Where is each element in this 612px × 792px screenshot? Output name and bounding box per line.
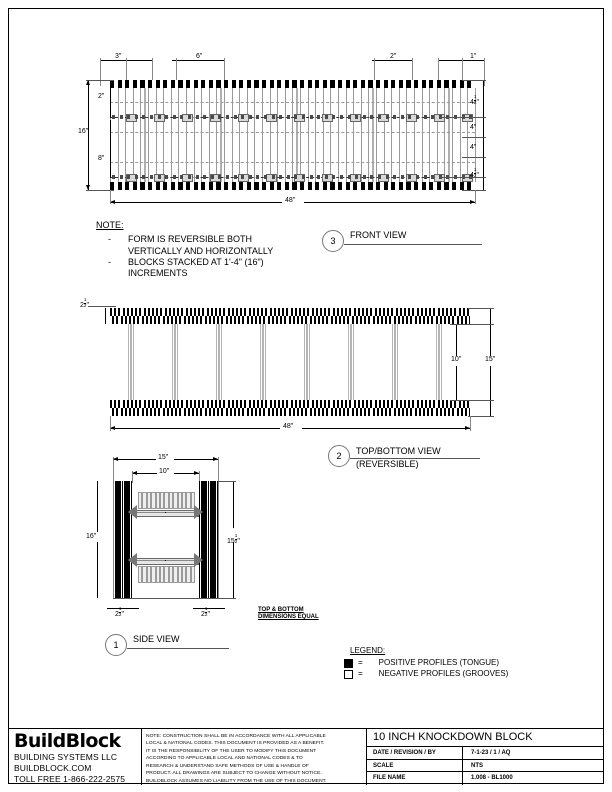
side-right-panel	[199, 481, 218, 598]
disclaimer-line: RESEARCH & UNDERSTAND SAFE METHODS OF USE & HANDLE OF	[146, 763, 309, 769]
company-line-1: BUILDING SYSTEMS LLC	[14, 751, 118, 762]
callout-number: 2	[336, 451, 342, 461]
front-left-dim-8in	[110, 120, 111, 178]
side-dim-den: 2	[118, 612, 122, 617]
tb-dim-48in: 48"	[283, 423, 294, 430]
side-left-panel	[113, 481, 132, 598]
side-web-tie-lower	[132, 550, 199, 582]
disclaimer-line: BUILDBLOCK ASSUMES NO LIABILITY FROM THE USE OF THIS DOCUMENT.	[146, 778, 327, 784]
front-view-drawing	[0, 0, 612, 220]
front-dim-num: 1	[473, 167, 477, 173]
side-dim-2-5in-right	[201, 603, 210, 621]
note-bullet: -	[108, 234, 111, 245]
front-dim-4in-b: 4"	[470, 144, 477, 151]
brand-name: BuildBlock	[14, 730, 121, 752]
side-dim-10in: 10"	[159, 468, 170, 475]
legend-row	[344, 669, 508, 679]
front-dim-48in: 48"	[285, 197, 296, 204]
tb-dim-10in: 10"	[451, 356, 462, 363]
note-heading: NOTE:	[96, 220, 124, 230]
legend-row	[344, 658, 508, 668]
top-bottom-view-sublabel: (REVERSIBLE)	[356, 459, 419, 469]
front-ext-line	[462, 190, 486, 191]
side-ext-line	[218, 481, 236, 482]
side-dim-16in: 16"	[86, 533, 97, 540]
note-item-text	[128, 234, 273, 257]
dim-arrow	[132, 471, 137, 475]
front-web-markers	[110, 80, 475, 190]
dim-arrow	[113, 457, 118, 461]
callout-number: 1	[113, 640, 119, 650]
disclaimer-line: ACCORDING TO APPLICABLE LOCAL AND NATIONAL CODES & TO	[146, 756, 303, 762]
legend-text-negative: NEGATIVE PROFILES (GROOVES)	[378, 669, 509, 678]
tb-ext-line	[468, 416, 494, 417]
disclaimer-line: IT IS THE RESPONSIBILITY OF THE USER TO MODIFY THIS DOCUMENT	[146, 748, 317, 754]
tb-ext-line	[470, 416, 471, 431]
side-dim-15-5in	[227, 530, 240, 548]
disclaimer-line: NOTE: CONSTRUCTION SHALL BE IN ACCORDANCE WITH ALL APPLICABLE	[146, 734, 326, 739]
sheet-info-key: SCALE	[367, 760, 463, 772]
top-bottom-view-label: TOP/BOTTOM VIEW	[356, 446, 441, 456]
front-ext-line	[462, 137, 486, 138]
front-ext-line	[462, 157, 486, 158]
tb-dim-den: 2	[83, 303, 87, 308]
front-top-dim-line-6in	[172, 60, 224, 61]
front-dim-8in-left: 8"	[98, 155, 105, 162]
tb-upper-groove-strip	[110, 316, 470, 324]
front-left-dim-16in	[88, 80, 89, 190]
front-dim-whole: 4	[470, 99, 474, 106]
sheet-info-row	[367, 772, 604, 785]
front-dim-6in: 6"	[196, 53, 203, 60]
tb-dim-unit: "	[86, 302, 89, 309]
callout-leader-front-view	[344, 244, 482, 245]
sheet-info-row	[367, 747, 604, 760]
front-left-dim-2in	[110, 80, 111, 118]
sheet-info-key: FILE NAME	[367, 772, 463, 785]
front-dim-4in-a: 4"	[470, 124, 477, 131]
side-dim-15in: 15"	[158, 454, 169, 461]
note-item-text	[128, 257, 264, 280]
dim-arrow	[110, 200, 115, 204]
front-top-dim-line-2in	[372, 60, 412, 61]
dim-arrow	[110, 426, 115, 430]
dim-arrow	[213, 457, 218, 461]
note-line: VERTICALLY AND HORIZONTALLY	[128, 245, 274, 256]
sheet-info-key: DATE / REVISION / BY	[367, 747, 463, 759]
tb-upper-rail	[110, 308, 470, 324]
legend-heading: LEGEND:	[350, 646, 386, 655]
front-dim-unit: "	[476, 172, 479, 179]
callout-bubble-side-view[interactable]	[105, 634, 127, 656]
front-ext-line	[462, 80, 486, 81]
side-dim-whole: 15	[227, 538, 235, 545]
side-dim-den: 2	[234, 539, 238, 544]
note-line: INCREMENTS	[128, 268, 188, 278]
side-frame-line	[113, 598, 218, 599]
callout-bubble-front-view[interactable]	[322, 230, 344, 252]
dim-arrow	[465, 426, 470, 430]
note-bullet: -	[108, 256, 111, 267]
side-dim-whole: 2	[201, 611, 205, 618]
side-web-tie-upper	[132, 492, 199, 524]
front-ext-line	[440, 177, 486, 178]
side-dim-whole: 2	[115, 611, 119, 618]
front-dim-unit: "	[476, 99, 479, 106]
front-dim-3in: 3"	[115, 53, 122, 60]
sheet-info-value: 7-1-23 / 1 / AQ	[471, 750, 511, 756]
side-view-label: SIDE VIEW	[133, 634, 180, 644]
side-frame-line	[113, 481, 114, 598]
front-view-label: FRONT VIEW	[350, 230, 407, 240]
side-dim-unit: "	[121, 611, 124, 618]
front-dim-4-5in-top	[470, 91, 479, 109]
tb-dim-15in: 15"	[485, 356, 496, 363]
side-ext-line	[218, 457, 219, 481]
side-view-equal-note	[258, 607, 319, 621]
company-logo-block	[8, 729, 142, 785]
tb-lower-tongue-strip	[110, 400, 470, 408]
tb-dim-2-5in	[80, 294, 89, 312]
tb-ext-line	[450, 400, 494, 401]
front-dim-2in-left: 2"	[98, 93, 105, 100]
note-item	[96, 257, 273, 280]
legend-text-positive: POSITIVE PROFILES (TONGUE)	[378, 658, 499, 667]
side-dim-unit: "	[207, 611, 210, 618]
side-dim-num: 1	[234, 533, 238, 539]
front-ext-line	[100, 58, 101, 86]
note-item	[96, 234, 273, 257]
legend-equals: =	[358, 669, 363, 678]
front-dim-den: 2	[473, 173, 477, 178]
front-top-dim-line-1in	[438, 60, 484, 61]
tb-ext-line	[450, 324, 494, 325]
front-dim-1in: 1"	[470, 53, 477, 60]
side-dim-num: 1	[204, 606, 208, 612]
equal-note-line-2: DIMENSIONS EQUAL	[258, 614, 319, 621]
tb-web-ties	[110, 324, 470, 400]
front-dim-whole: 4	[470, 172, 474, 179]
disclaimer-block	[142, 729, 367, 785]
tb-leader	[88, 306, 116, 307]
empty-square-icon	[344, 670, 353, 679]
front-right-dim-line	[483, 80, 484, 190]
disclaimer-line: PRODUCT. ALL DRAWINGS ARE SUBJECT TO CHANGE WITHOUT NOTICE.	[146, 771, 322, 777]
tb-dim-line	[105, 308, 106, 324]
sheet-title: 10 INCH KNOCKDOWN BLOCK	[367, 729, 604, 747]
side-dim-num: 1	[118, 606, 122, 612]
callout-leader-side-view	[127, 648, 229, 649]
front-ext-line	[86, 80, 114, 81]
legend	[344, 646, 508, 679]
sheet-info-block	[367, 729, 604, 785]
side-dim-2-5in-left	[115, 603, 124, 621]
note-block	[96, 220, 273, 279]
disclaimer-line: LOCAL & NATIONAL CODES. THIS DOCUMENT IS PROVIDED AS A BENEFIT.	[146, 741, 325, 747]
side-view-drawing	[0, 450, 360, 630]
front-ext-line	[475, 190, 476, 204]
tb-dim-num: 1	[83, 297, 87, 303]
callout-number: 3	[330, 236, 336, 246]
note-line: FORM IS REVERSIBLE BOTH	[128, 234, 253, 245]
sheet-info-value: NTS	[471, 762, 483, 769]
company-website: BUILDBLOCK.COM	[14, 763, 92, 774]
title-block	[8, 728, 604, 784]
tb-dim-whole: 2	[80, 302, 84, 309]
tb-ext-line	[468, 308, 494, 309]
dim-arrow	[470, 200, 475, 204]
dim-arrow	[86, 185, 90, 190]
sheet-info-value: 1.008 - BL1000	[471, 775, 513, 782]
side-dim-den: 2	[204, 612, 208, 617]
filled-square-icon	[344, 659, 353, 668]
front-dim-4-5in-bottom	[470, 164, 479, 182]
dim-arrow	[194, 471, 199, 475]
side-frame-line	[218, 481, 219, 598]
side-dim-unit: "	[237, 538, 240, 545]
front-block-body	[110, 80, 475, 190]
sheet-info-row	[367, 760, 604, 773]
side-ext-line	[113, 457, 114, 481]
company-phone: TOLL FREE 1-866-222-2575	[14, 774, 126, 785]
front-ext-line	[484, 58, 485, 86]
front-ext-line	[440, 117, 486, 118]
note-line: BLOCKS STACKED AT 1'-4" (16")	[128, 256, 264, 267]
side-ext-line	[218, 598, 236, 599]
tb-upper-tongue-strip	[110, 308, 470, 316]
front-dim-16in: 16"	[78, 128, 89, 135]
dim-arrow	[86, 80, 90, 85]
equal-note-line-1: TOP & BOTTOM	[258, 607, 304, 613]
front-dim-num: 1	[473, 94, 477, 100]
front-dim-2in: 2"	[390, 53, 397, 60]
front-dim-den: 2	[473, 100, 477, 105]
legend-equals: =	[358, 658, 363, 667]
tb-lower-groove-strip	[110, 408, 470, 416]
top-bottom-view-drawing	[0, 290, 612, 450]
tb-lower-rail	[110, 400, 470, 416]
